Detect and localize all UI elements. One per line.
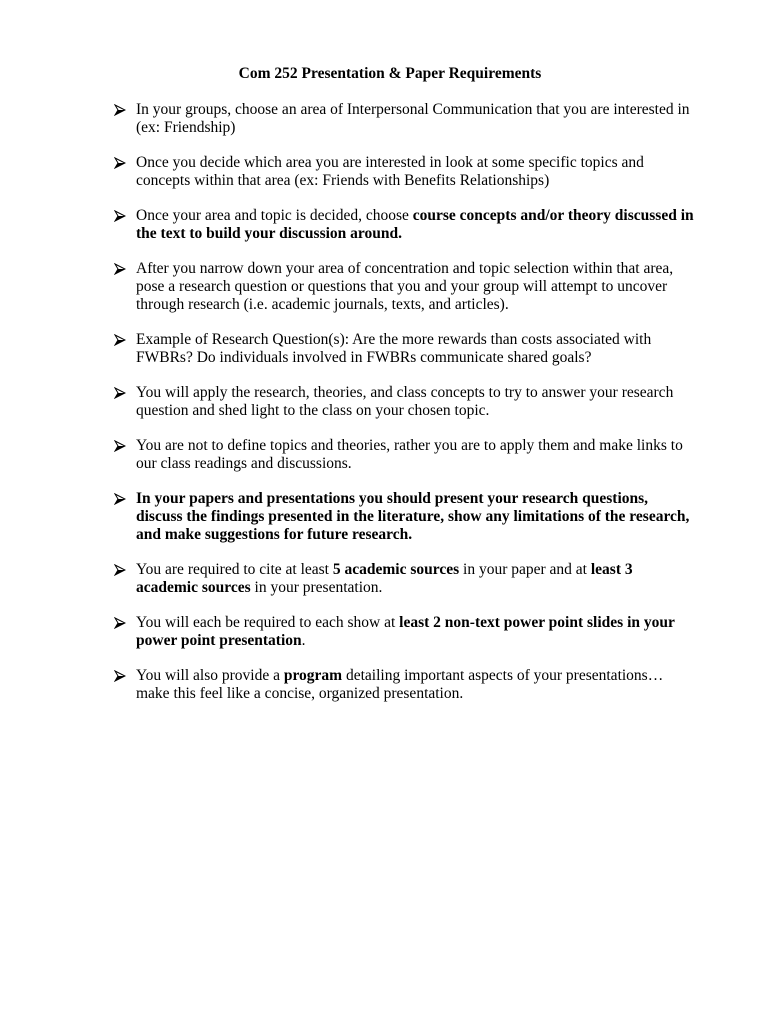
bold-text-segment: least 3 academic sources bbox=[136, 561, 633, 596]
list-item bbox=[114, 331, 694, 367]
arrow-bullet-icon bbox=[114, 670, 126, 682]
list-item-text bbox=[136, 561, 633, 596]
bold-text-segment: In your papers and presentations you should present your research questions, discuss the findings presented in the literature, show any limitations of the research, and make suggestions for future research. bbox=[136, 490, 690, 543]
list-item-text bbox=[136, 154, 644, 189]
text-segment: After you narrow down your area of concentration and topic selection within that area, pose a research question or questions that you and your group will attempt to uncover through research (i.e. academic journals, texts, and articles). bbox=[136, 260, 674, 313]
text-segment: in your presentation. bbox=[250, 579, 383, 596]
list-item-text bbox=[136, 614, 675, 649]
text-segment: You are required to cite at least bbox=[136, 561, 333, 578]
bold-text-segment: 5 academic sources bbox=[332, 561, 460, 578]
text-segment: Once your area and topic is decided, choose bbox=[136, 207, 413, 224]
list-item bbox=[114, 384, 694, 420]
arrow-bullet-icon bbox=[114, 564, 126, 576]
arrow-bullet-icon bbox=[114, 210, 126, 222]
text-segment: . bbox=[301, 632, 306, 649]
bold-text-segment: course concepts and/or theory discussed in the text to build your discussion around. bbox=[136, 207, 694, 242]
text-segment: detailing important aspects of your presentations…make this feel like a concise, organized presentation. bbox=[136, 667, 664, 702]
list-item bbox=[114, 490, 694, 544]
arrow-bullet-icon bbox=[114, 104, 126, 116]
arrow-bullet-icon bbox=[114, 493, 126, 505]
list-item-text bbox=[136, 490, 689, 543]
list-item-text bbox=[136, 101, 690, 136]
list-item bbox=[114, 667, 694, 703]
list-item-text bbox=[136, 437, 683, 472]
list-item-text bbox=[136, 384, 673, 419]
requirements-list bbox=[114, 101, 694, 720]
arrow-bullet-icon bbox=[114, 440, 126, 452]
arrow-bullet-icon bbox=[114, 617, 126, 629]
list-item bbox=[114, 207, 694, 243]
document-title: Com 252 Presentation & Paper Requirements bbox=[238, 65, 542, 82]
bold-text-segment: least 2 non-text power point slides in your power point presentation bbox=[136, 614, 675, 649]
text-segment: You will apply the research, theories, and class concepts to try to answer your research question and shed light to the class on your chosen topic. bbox=[136, 384, 674, 419]
list-item-text bbox=[136, 331, 651, 366]
list-item bbox=[114, 260, 694, 314]
list-item bbox=[114, 437, 694, 473]
text-segment: You will each be required to each show at bbox=[136, 614, 400, 631]
text-segment: Example of Research Question(s): Are the more rewards than costs associated with FWBRs? Do individuals involved in FWBRs communicate shared goals? bbox=[136, 331, 652, 366]
text-segment: In your groups, choose an area of Interpersonal Communication that you are interested in (ex: Friendship) bbox=[136, 101, 690, 136]
arrow-bullet-icon bbox=[114, 157, 126, 169]
text-segment: in your paper and at bbox=[459, 561, 591, 578]
text-segment: You are not to define topics and theories, rather you are to apply them and make links to our class readings and discussions. bbox=[136, 437, 683, 472]
list-item bbox=[114, 614, 694, 650]
arrow-bullet-icon bbox=[114, 334, 126, 346]
bold-text-segment: program bbox=[283, 667, 343, 684]
arrow-bullet-icon bbox=[114, 387, 126, 399]
text-segment: You will also provide a bbox=[136, 667, 284, 684]
list-item-text bbox=[136, 667, 663, 702]
text-segment: Once you decide which area you are interested in look at some specific topics and concepts within that area (ex: Friends with Benefits Relationships) bbox=[136, 154, 644, 189]
list-item bbox=[114, 561, 694, 597]
list-item bbox=[114, 154, 694, 190]
arrow-bullet-icon bbox=[114, 263, 126, 275]
list-item-text bbox=[136, 260, 673, 313]
list-item-text bbox=[136, 207, 694, 242]
list-item bbox=[114, 101, 694, 137]
